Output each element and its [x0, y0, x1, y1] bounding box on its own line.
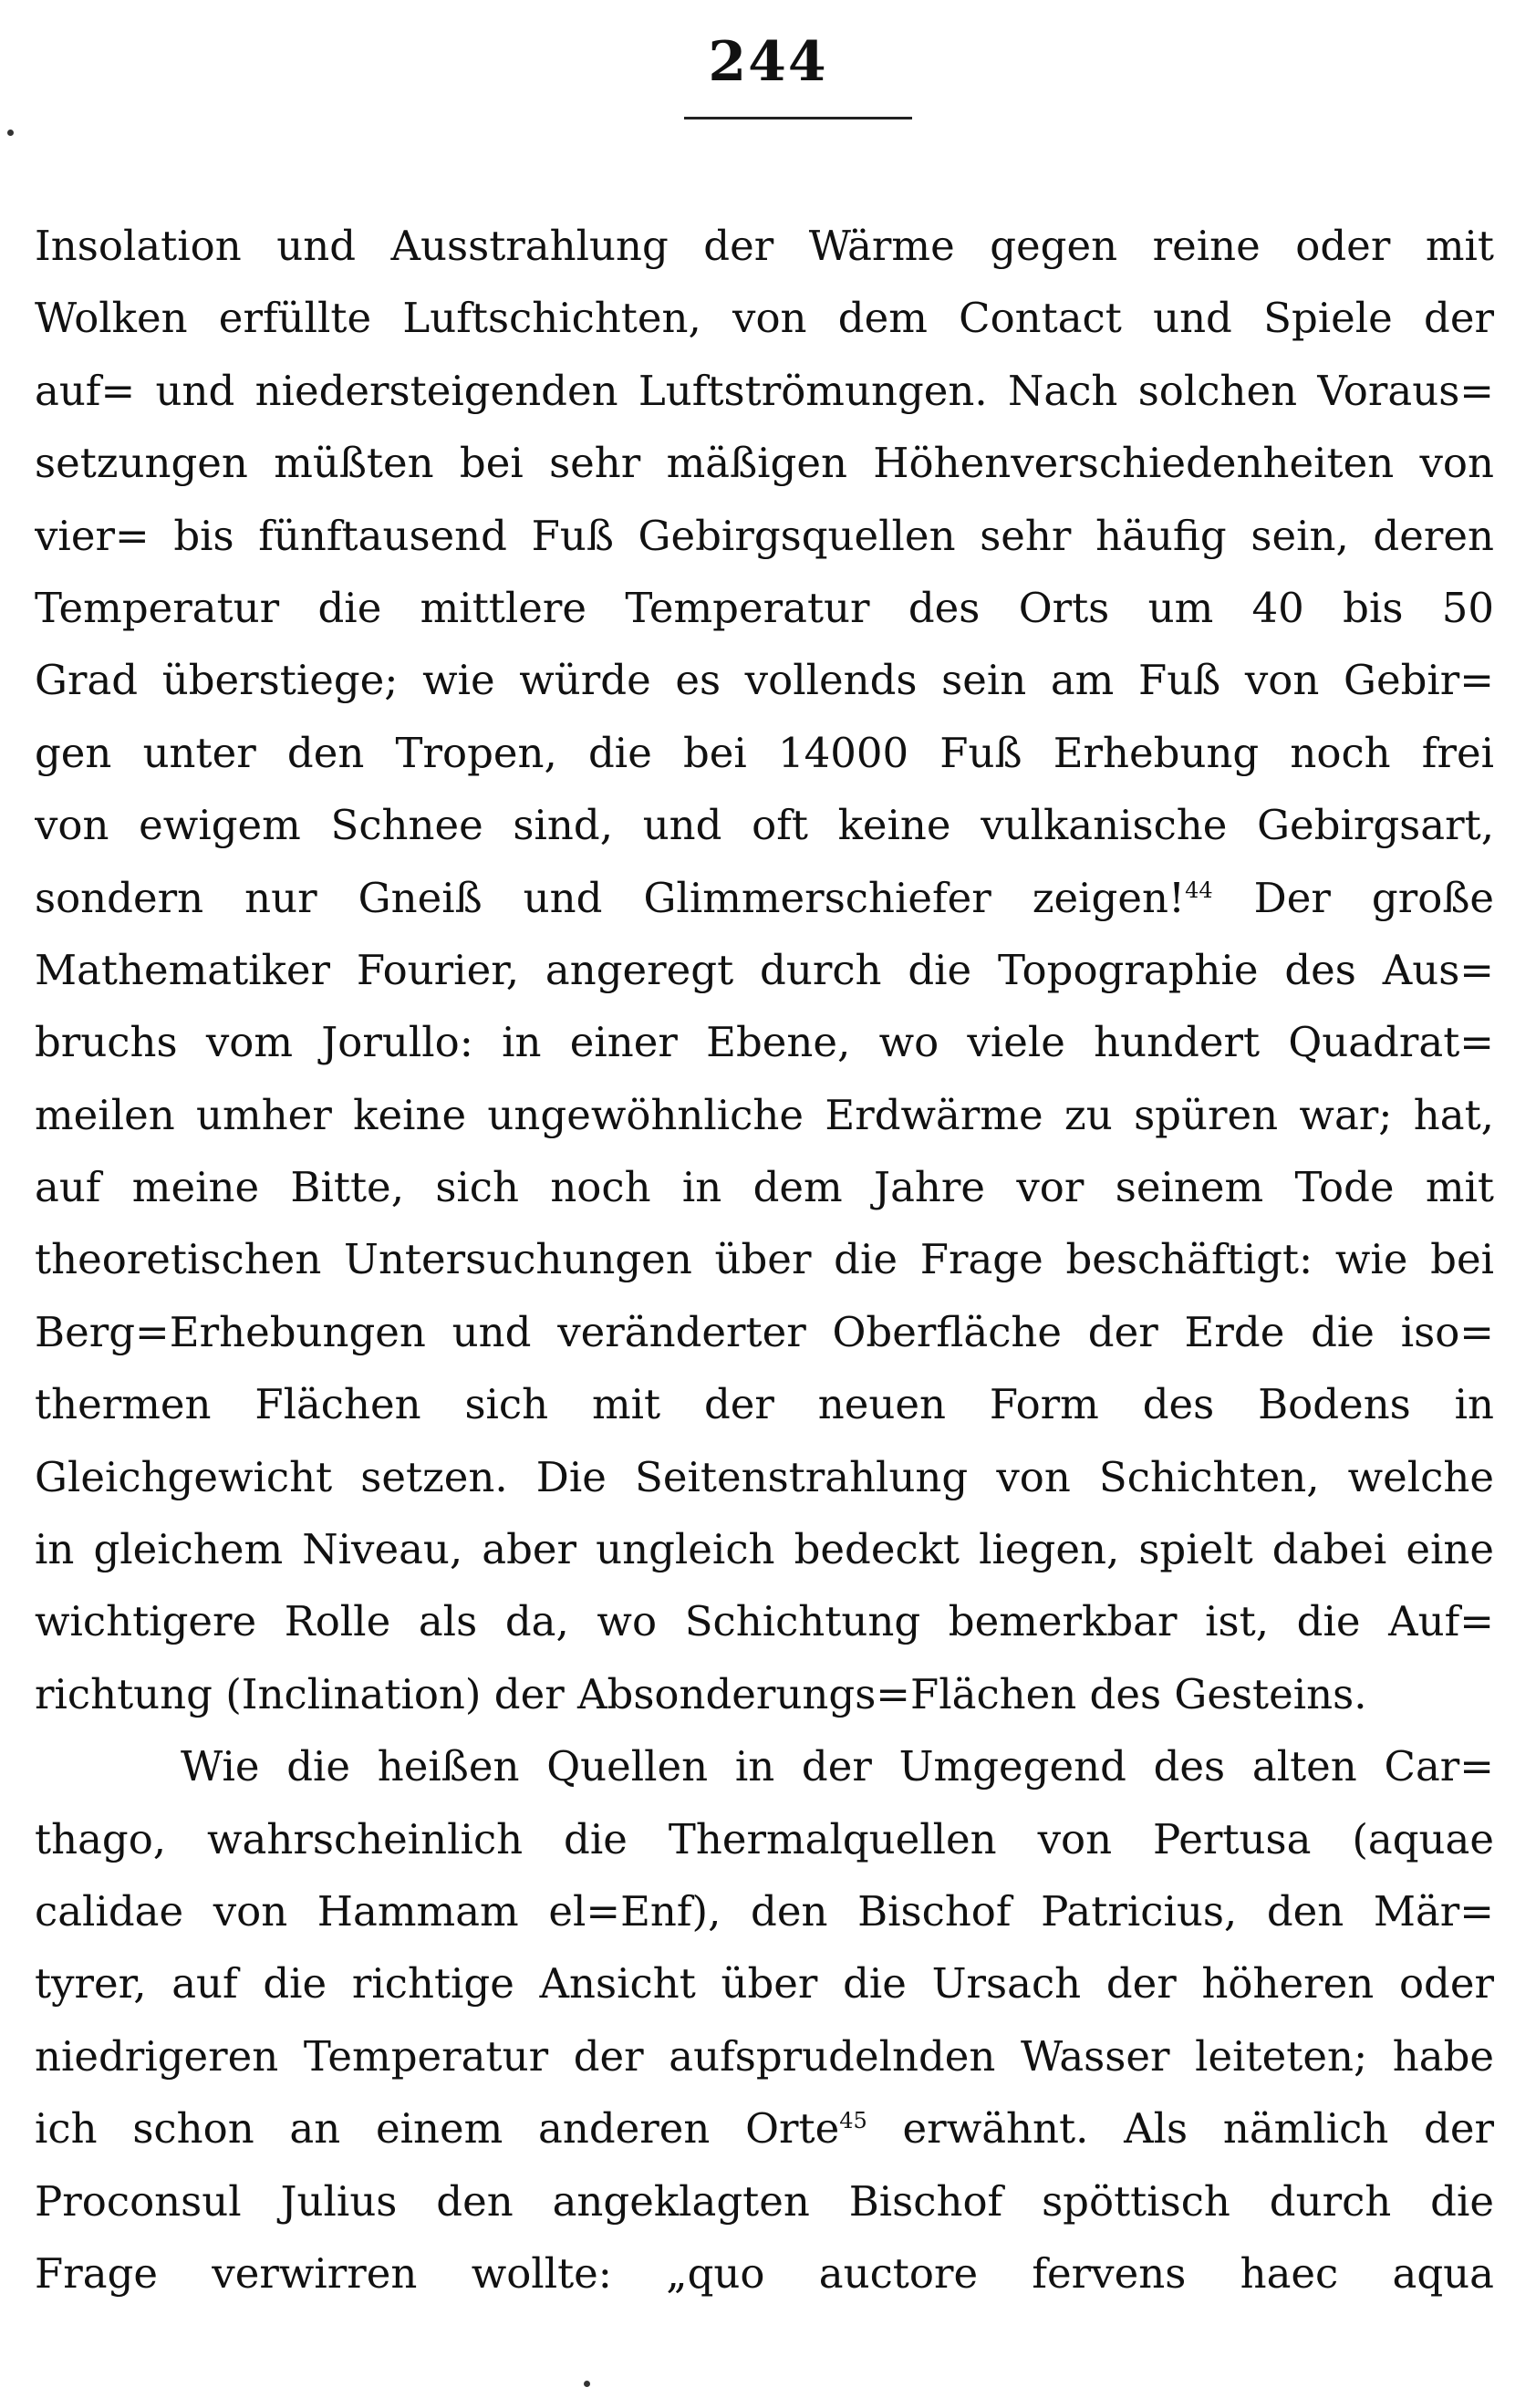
text-line: tyrer, auf die richtige Ansicht über die Ursach der höheren oder [35, 1959, 1494, 2008]
text-line: meilen umher keine ungewöhnliche Erdwärme zu spüren war; hat, [35, 1090, 1494, 1139]
body-text [35, 210, 1494, 2309]
page-number: 244 [708, 30, 828, 94]
stray-ink-mark [7, 130, 14, 136]
text-line: vier= bis fünftausend Fuß Gebirgsquellen sehr häufig sein, deren [35, 511, 1494, 560]
text-line: von ewigem Schnee sind, und oft keine vulkanische Gebirgsart, [35, 801, 1494, 850]
text-line: wichtigere Rolle als da, wo Schichtung bemerkbar ist, die Auf= [35, 1597, 1494, 1646]
paragraph-start-line: Wie die heißen Quellen in der Umgegend des alten Car= [181, 1742, 1494, 1791]
text-line: thago, wahrscheinlich die Thermalquellen von Pertusa (aquae [35, 1814, 1494, 1863]
text-line: setzungen müßten bei sehr mäßigen Höhenverschiedenheiten von [35, 439, 1494, 488]
text-line: auf= und niedersteigenden Luftströmungen. Nach solchen Voraus= [35, 366, 1494, 415]
text-line: Proconsul Julius den angeklagten Bischof spöttisch durch die [35, 2176, 1494, 2226]
text-line: thermen Flächen sich mit der neuen Form des Bodens in [35, 1380, 1494, 1429]
text-line: Grad überstiege; wie würde es vollends sein am Fuß von Gebir= [35, 656, 1494, 705]
text-line: Gleichgewicht setzen. Die Seitenstrahlung von Schichten, welche [35, 1452, 1494, 1501]
header-rule [684, 117, 912, 119]
text-line: in gleichem Niveau, aber ungleich bedeckt liegen, spielt dabei eine [35, 1525, 1494, 1574]
text-line: theoretischen Untersuchungen über die Frage beschäftigt: wie bei [35, 1235, 1494, 1284]
text-line: niedrigeren Temperatur der aufsprudelnden Wasser leiteten; habe [35, 2031, 1494, 2081]
text-line-with-footnote [35, 862, 1494, 934]
paragraph-end-line: richtung (Inclination) der Absonderungs=Flächen des Gesteins. [35, 1669, 1367, 1718]
text-fragment: ich schon an einem anderen Orte [35, 2104, 840, 2154]
text-line: Wolken erfüllte Luftschichten, von dem Contact und Spiele der [35, 294, 1494, 343]
text-fragment: sondern nur Gneiß und Glimmerschiefer zeigen! [35, 873, 1186, 922]
footnote-ref-45: 45 [839, 2108, 867, 2134]
text-line: bruchs vom Jorullo: in einer Ebene, wo viele hundert Quadrat= [35, 1018, 1494, 1067]
text-line: Mathematiker Fourier, angeregt durch die Topographie des Aus= [35, 945, 1494, 994]
text-fragment: erwähnt. Als nämlich der [902, 2104, 1494, 2154]
footnote-ref-44: 44 [1185, 877, 1213, 903]
text-fragment: Der große [1253, 873, 1494, 922]
text-line: calidae von Hammam el=Enf), den Bischof Patricius, den Mär= [35, 1886, 1494, 1936]
text-line: gen unter den Tropen, die bei 14000 Fuß Erhebung noch frei [35, 728, 1494, 777]
text-line: Temperatur die mittlere Temperatur des Orts um 40 bis 50 [35, 583, 1494, 632]
text-line: Berg=Erhebungen und veränderter Oberfläche der Erde die iso= [35, 1307, 1494, 1356]
text-line-with-footnote [35, 2092, 1494, 2164]
text-line: Frage verwirren wollte: „quo auctore fervens haec aqua [35, 2248, 1494, 2298]
text-line: auf meine Bitte, sich noch in dem Jahre vor seinem Tode mit [35, 1163, 1494, 1212]
stray-ink-mark [584, 2381, 590, 2387]
text-line: Insolation und Ausstrahlung der Wärme gegen reine oder mit [35, 222, 1494, 270]
